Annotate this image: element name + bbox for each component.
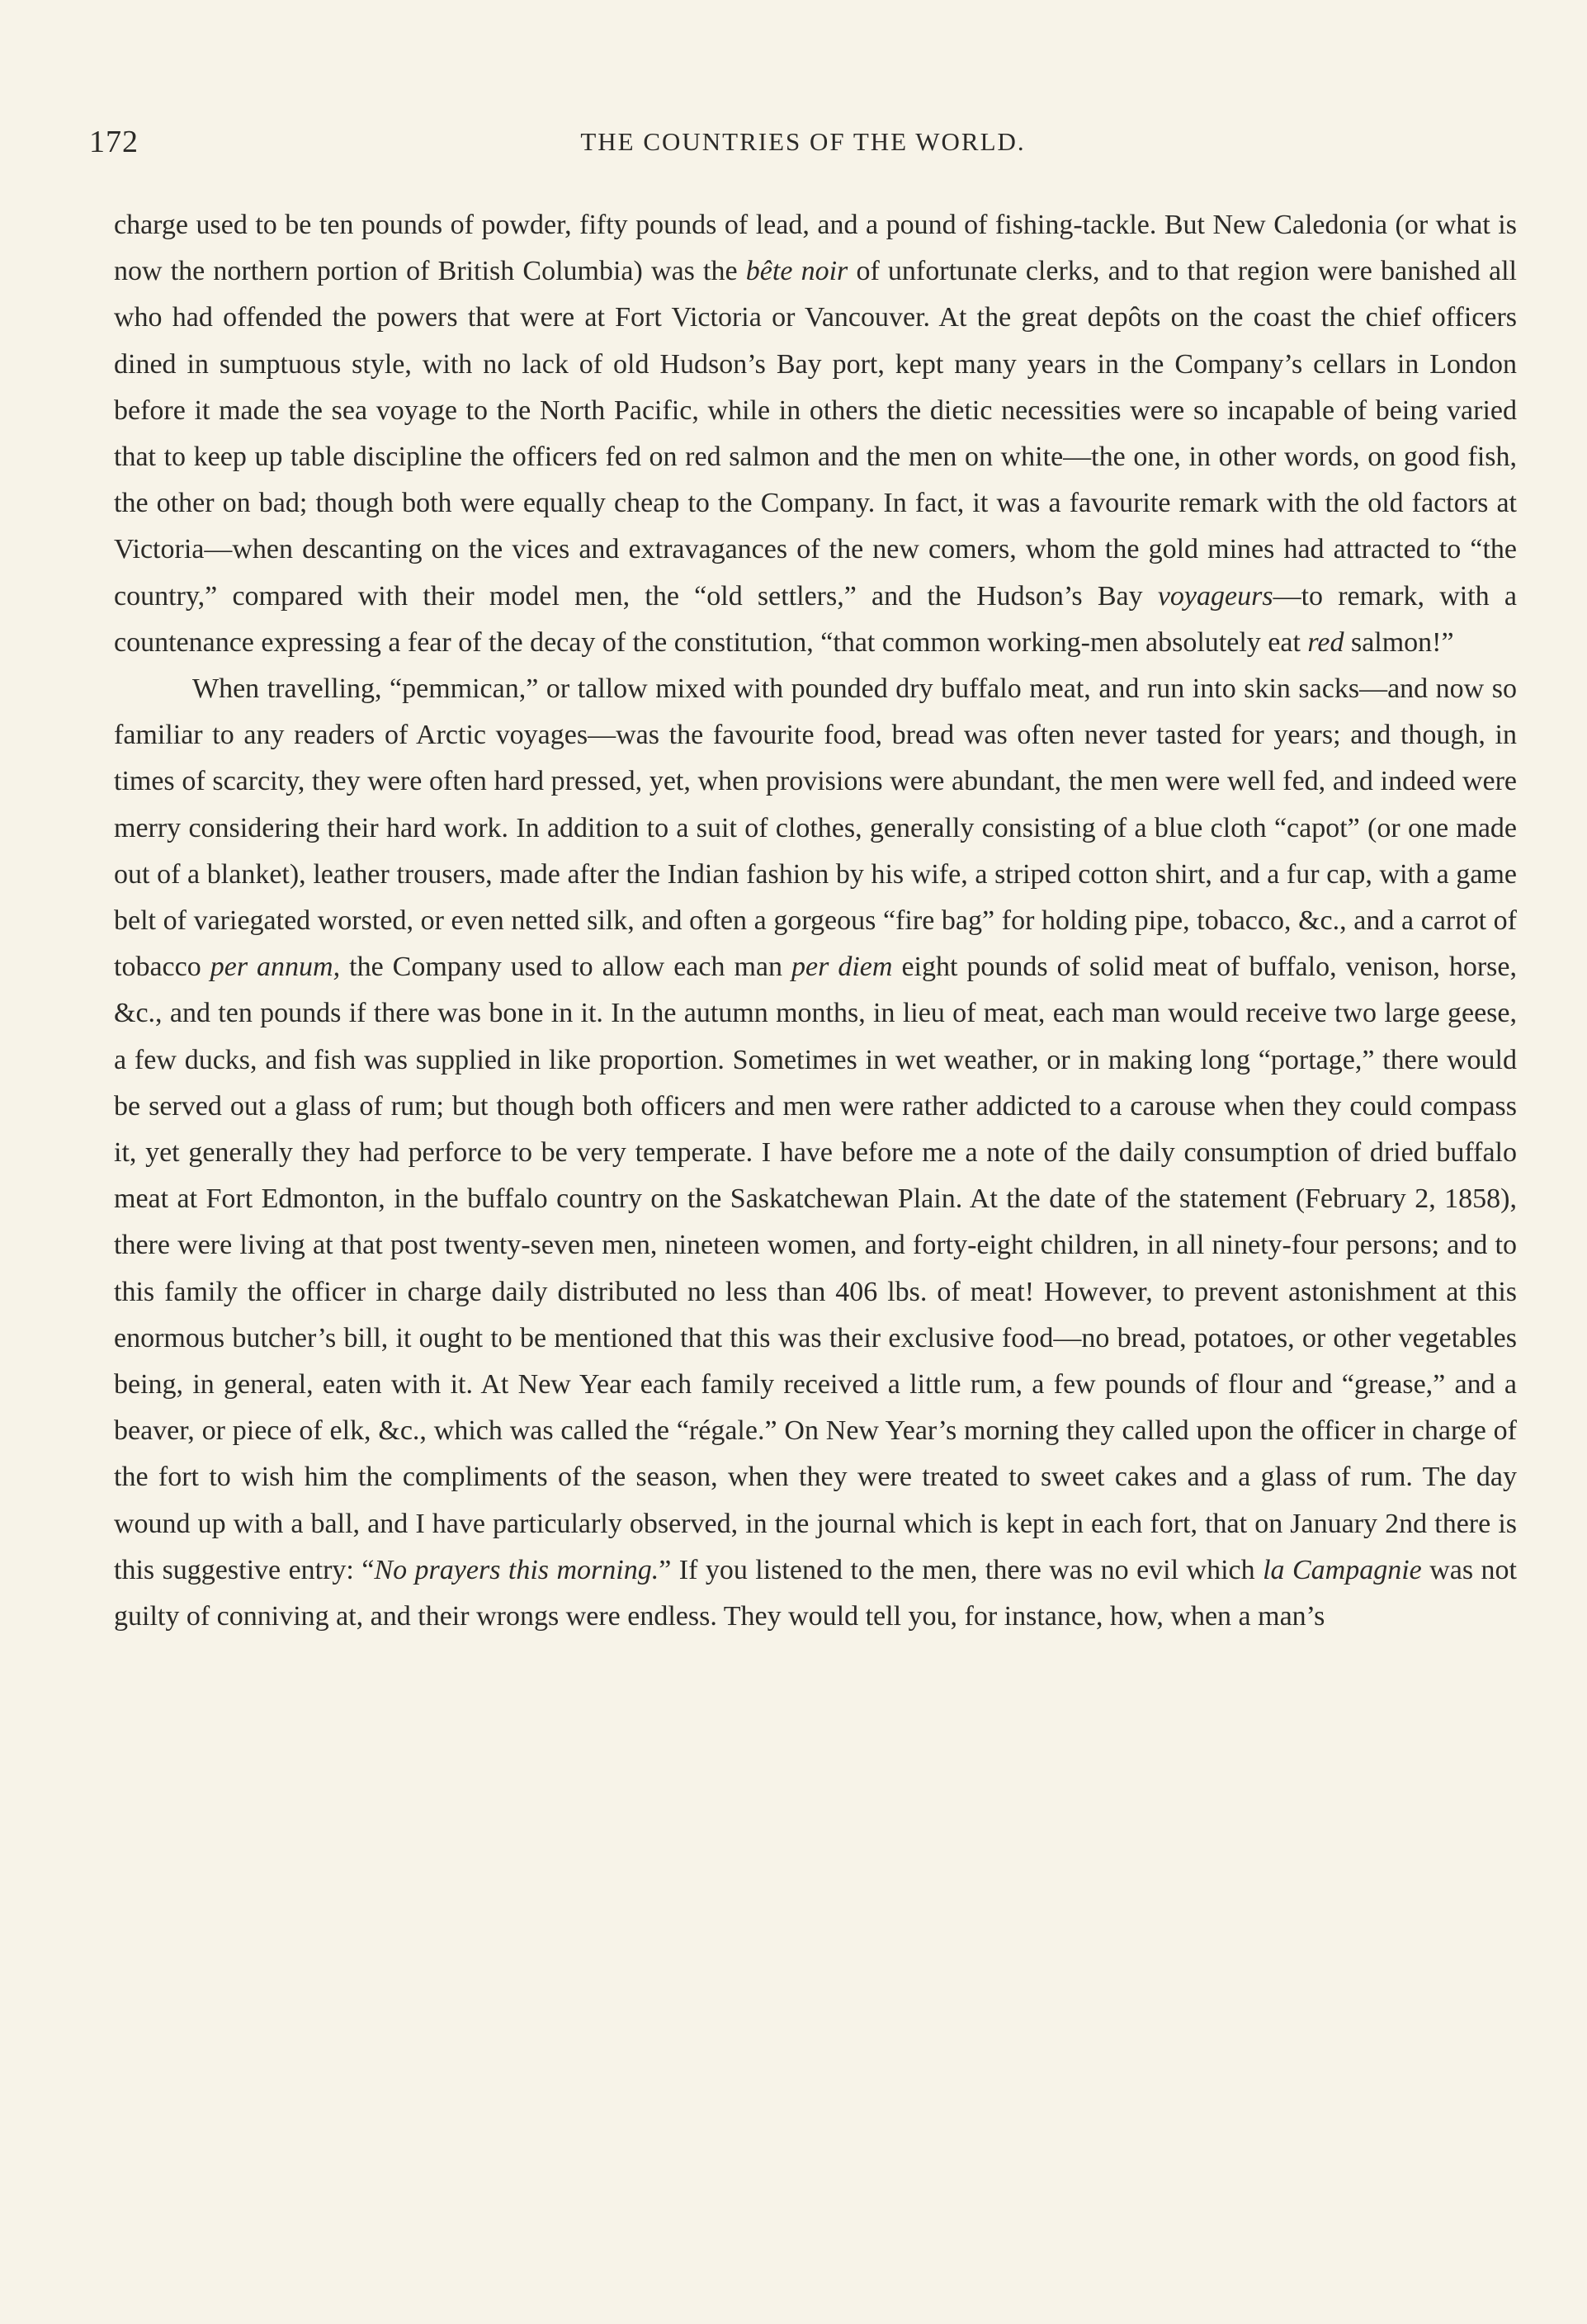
italic-phrase: red (1307, 626, 1344, 658)
italic-phrase: per diem (791, 952, 893, 983)
text-segment: eight pounds of solid meat of buffalo, venison, horse, &c., and ten pounds if there was bone in it. In the autumn months, in lieu of meat, each man would receive two large geese, a few ducks, and fish was supplied in like proportion. Sometimes in wet weather, or in making long “portage,” there would be served out a glass of rum; but though both officers and men were rather addicted to a carouse when they could compass it, yet generally they had perforce to be very temperate. I have before me a note of the daily consumption of dried buffalo meat at Fort Edmonton, in the buffalo country on the Saskatchewan Plain. At the date of the statement (February 2, 1858), there were living at that post twenty-seven men, nineteen women, and forty-eight children, in all ninety-four persons; and to this family the officer in charge daily distributed no less than 406 lbs. of meat! However, to prevent astonishment at this enormous butcher’s bill, it ought to be mentioned that this was their exclusive food—no bread, potatoes, or other vegetables being, in general, eaten with it. At New Year each family received a little rum, a few pounds of flour and “grease,” and a beaver, or piece of elk, &c., which was called the “régale.” On New Year’s morning they called upon the officer in charge of the fort to wish him the compliments of the season, when they were treated to sweet cakes and a glass of rum. The day wound up with a ball, and I have particularly observed, in the journal which is kept in each fort, that on January 2nd there is this suggestive entry: “ (114, 952, 1517, 1585)
text-segment: the Company used to allow each man (340, 952, 792, 983)
text-segment: —to remark, with a countenance expressing a fear of the decay of the constitution, “that common working-men absolutely eat (114, 580, 1517, 658)
italic-phrase: per annum, (210, 952, 341, 983)
text-segment: of unfortunate clerks, and to that region were banished all who had offended the powers that were at Fort Victoria or Vancouver. At the great depôts on the coast the chief officers dined in sumptuous style, with no lack of old Hudson’s Bay port, kept many years in the Company’s cellars in London before it made the sea voyage to the North Pacific, while in others the dietic necessities were so incapable of being varied that to keep up table discipline the officers fed on red salmon and the men on white—the one, in other words, on good fish, the other on bad; though both were equally cheap to the Company. In fact, it was a favourite remark with the old factors at Victoria—when descanting on the vices and extravagances of the new comers, whom the gold mines had attracted to “the country,” compared with their model men, the “old settlers,” and the Hudson’s Bay (114, 256, 1517, 612)
text-segment: was not guilty of conniving at, and their wrongs were endless. They would tell you, for instance, how, when a man’s (114, 1554, 1517, 1632)
page-number: 172 (89, 125, 139, 159)
italic-phrase: la Campagnie (1263, 1554, 1422, 1585)
italic-phrase: voyageurs (1157, 580, 1273, 612)
text-segment: When travelling, “pemmican,” or tallow mixed with pounded dry buffalo meat, and run into skin sacks—and now so familiar to any readers of Arctic voyages—was the favourite food, bread was often never tasted for years; and though, in times of scarcity, they were often hard pressed, yet, when provisions were abundant, the men were well fed, and indeed were merry considering their hard work. In addition to a suit of clothes, generally consisting of a blue cloth “capot” (or one made out of a blanket), leather trousers, made after the Indian fashion by his wife, a striped cotton shirt, and a fur cap, with a game belt of variegated worsted, or even netted silk, and often a gorgeous “fire bag” for holding pipe, tobacco, &c., and a carrot of tobacco (114, 673, 1517, 983)
italic-phrase: No prayers this morning. (374, 1554, 659, 1585)
paragraph-2 (114, 666, 1517, 1640)
italic-phrase: bête noir (745, 256, 848, 287)
page-header (89, 124, 1517, 165)
text-segment: charge used to be ten pounds of powder, fifty pounds of lead, and a pound of fishing-tackle. But New Caledonia (or what is now the northern portion of British Columbia) was the (114, 210, 1517, 287)
running-title: THE COUNTRIES OF THE WORLD. (580, 127, 1026, 156)
text-segment: ” If you listened to the men, there was no evil which (659, 1554, 1263, 1585)
paragraph-1 (114, 202, 1517, 666)
body-text (114, 202, 1517, 1640)
text-segment: salmon!” (1344, 626, 1454, 658)
